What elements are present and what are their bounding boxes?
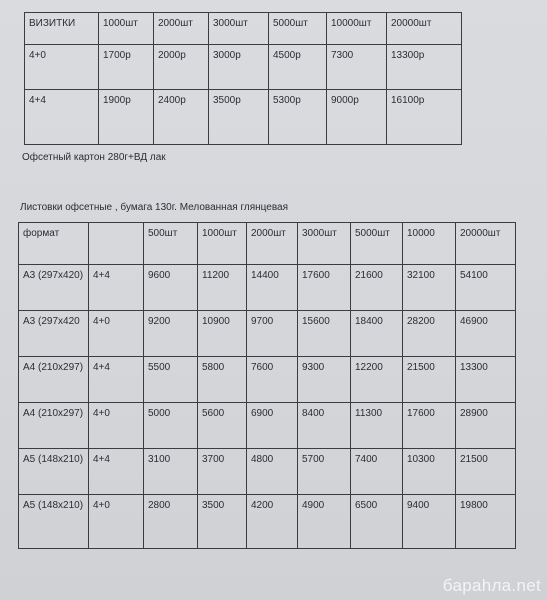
header-cell: 10000	[403, 223, 456, 265]
table-cell: 13300	[456, 357, 516, 403]
table-row	[19, 495, 516, 549]
header-cell: 1000шт	[99, 13, 154, 45]
table-cell: 19800	[456, 495, 516, 549]
header-cell	[89, 223, 144, 265]
table-cell: 3500	[198, 495, 247, 549]
table-cell: 1900р	[99, 90, 154, 145]
table-cell: 9200	[144, 311, 198, 357]
table-row	[19, 403, 516, 449]
table-row	[19, 449, 516, 495]
table-cell: 28900	[456, 403, 516, 449]
table-cell: 5000	[144, 403, 198, 449]
table-cell: 5700	[298, 449, 351, 495]
table-cell: 4+0	[25, 45, 99, 90]
table-cell: 1700р	[99, 45, 154, 90]
header-cell: 3000шт	[298, 223, 351, 265]
watermark-logo: бараhла.net	[442, 576, 541, 595]
table-cell: 2000р	[154, 45, 209, 90]
table-cell: 10900	[198, 311, 247, 357]
table-cell: 9700	[247, 311, 298, 357]
header-cell: ВИЗИТКИ	[25, 13, 99, 45]
table-cell: 9000р	[327, 90, 387, 145]
table-header-row	[25, 13, 462, 45]
table-cell: 3500р	[209, 90, 269, 145]
header-cell: 2000шт	[247, 223, 298, 265]
table-cell: 9600	[144, 265, 198, 311]
table-cell: 3000р	[209, 45, 269, 90]
table-cell: 7600	[247, 357, 298, 403]
table-cell: 4+0	[89, 495, 144, 549]
table-cell: 5500	[144, 357, 198, 403]
business-cards-caption: Офсетный картон 280г+ВД лак	[22, 152, 166, 163]
table-cell: 4900	[298, 495, 351, 549]
business-cards-price-table	[24, 12, 462, 145]
table-cell: 16100р	[387, 90, 462, 145]
format-cell: А4 (210х297)	[19, 403, 89, 449]
table-cell: 2400р	[154, 90, 209, 145]
header-cell: 5000шт	[269, 13, 327, 45]
table-cell: 4+0	[89, 311, 144, 357]
header-cell: 3000шт	[209, 13, 269, 45]
table-cell: 7300	[327, 45, 387, 90]
table-row	[19, 311, 516, 357]
table-cell: 11300	[351, 403, 403, 449]
header-cell: 20000шт	[456, 223, 516, 265]
format-cell: А4 (210х297)	[19, 357, 89, 403]
table-cell: 21500	[403, 357, 456, 403]
format-cell: А3 (297х420	[19, 311, 89, 357]
table-row	[19, 357, 516, 403]
table-cell: 21500	[456, 449, 516, 495]
table-cell: 5600	[198, 403, 247, 449]
table-cell: 4+4	[89, 449, 144, 495]
table-cell: 3100	[144, 449, 198, 495]
table-cell: 46900	[456, 311, 516, 357]
table-cell: 14400	[247, 265, 298, 311]
table-cell: 6500	[351, 495, 403, 549]
table-cell: 4+4	[89, 265, 144, 311]
table-cell: 9300	[298, 357, 351, 403]
table-cell: 12200	[351, 357, 403, 403]
table-cell: 18400	[351, 311, 403, 357]
table-cell: 8400	[298, 403, 351, 449]
header-cell: 20000шт	[387, 13, 462, 45]
table-cell: 13300р	[387, 45, 462, 90]
table-cell: 32100	[403, 265, 456, 311]
flyers-price-table	[18, 222, 516, 549]
table-cell: 4800	[247, 449, 298, 495]
format-cell: А3 (297х420)	[19, 265, 89, 311]
table-cell: 5800	[198, 357, 247, 403]
table-cell: 4500р	[269, 45, 327, 90]
table-cell: 4+4	[89, 357, 144, 403]
table-cell: 6900	[247, 403, 298, 449]
flyers-caption: Листовки офсетные , бумага 130г. Мелованная глянцевая	[20, 202, 288, 213]
table-cell: 15600	[298, 311, 351, 357]
table-cell: 2800	[144, 495, 198, 549]
table-row	[19, 265, 516, 311]
header-cell: 2000шт	[154, 13, 209, 45]
table-cell: 28200	[403, 311, 456, 357]
header-cell: 1000шт	[198, 223, 247, 265]
table-cell: 4+4	[25, 90, 99, 145]
header-cell: 10000шт	[327, 13, 387, 45]
format-cell: А5 (148х210)	[19, 449, 89, 495]
table-cell: 4200	[247, 495, 298, 549]
table-cell: 54100	[456, 265, 516, 311]
table-cell: 3700	[198, 449, 247, 495]
table-cell: 10300	[403, 449, 456, 495]
header-cell: 500шт	[144, 223, 198, 265]
table-cell: 17600	[403, 403, 456, 449]
table-cell: 11200	[198, 265, 247, 311]
table-cell: 9400	[403, 495, 456, 549]
table-cell: 7400	[351, 449, 403, 495]
table-cell: 4+0	[89, 403, 144, 449]
table-cell: 21600	[351, 265, 403, 311]
table-cell: 17600	[298, 265, 351, 311]
table-row	[25, 45, 462, 90]
table-row	[25, 90, 462, 145]
header-cell: формат	[19, 223, 89, 265]
header-cell: 5000шт	[351, 223, 403, 265]
table-cell: 5300р	[269, 90, 327, 145]
format-cell: А5 (148х210)	[19, 495, 89, 549]
table-header-row	[19, 223, 516, 265]
